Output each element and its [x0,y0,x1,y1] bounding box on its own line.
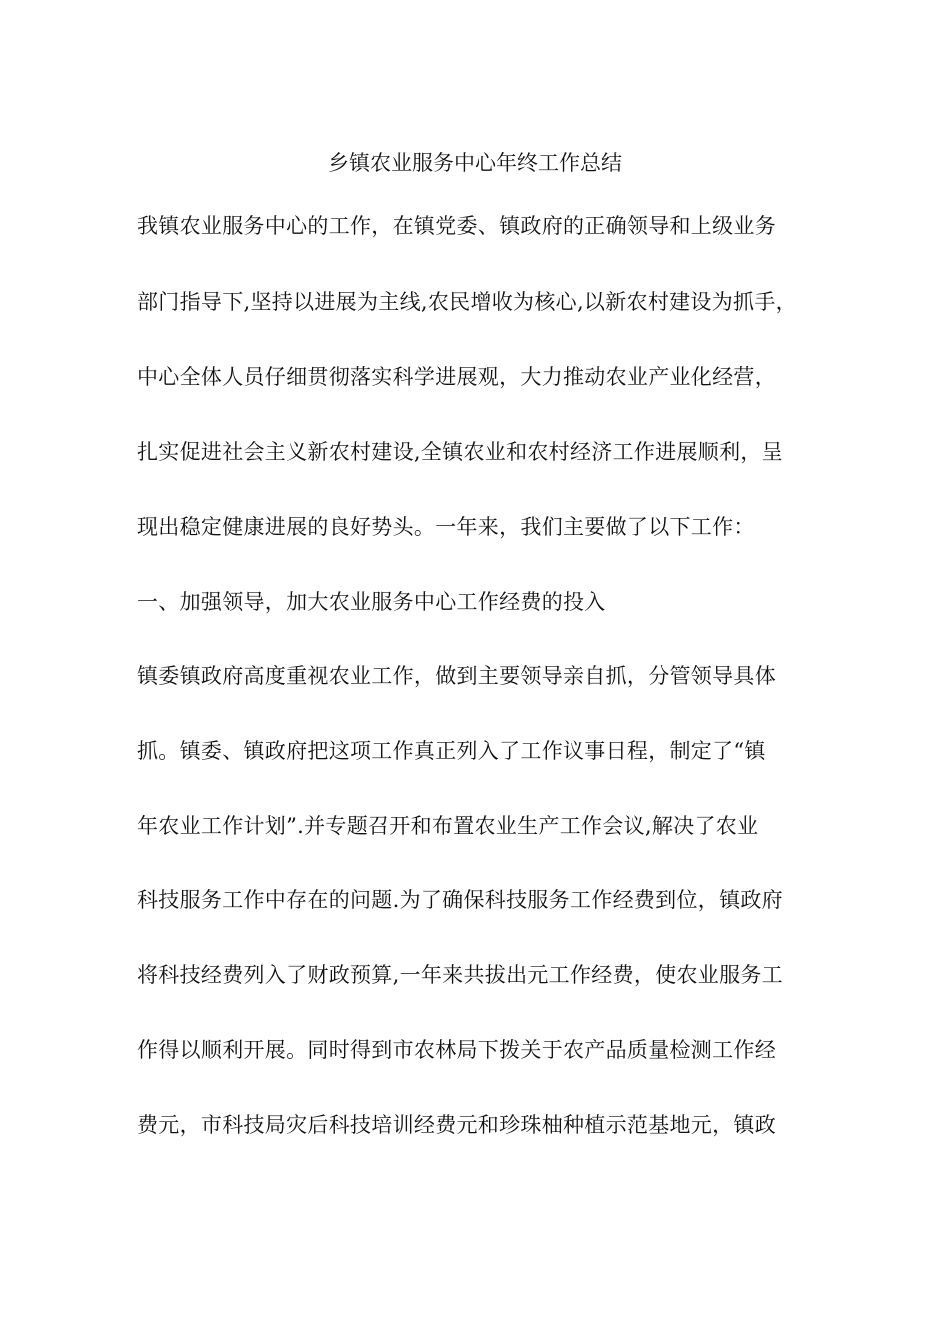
paragraph-line: 费元，市科技局灾后科技培训经费元和珍珠柚种植示范基地元，镇政 [137,1113,776,1137]
paragraph-line: 镇委镇政府高度重视农业工作，做到主要领导亲自抓，分管领导具体 [137,664,776,688]
paragraph-line: 中心全体人员仔细贯彻落实科学进展观，大力推动农业产业化经营， [137,365,776,389]
paragraph-line: 抓。镇委、镇政府把这项工作真正列入了工作议事日程，制定了“镇 [137,739,766,763]
section-heading: 一、加强领导，加大农业服务中心工作经费的投入 [137,590,606,614]
paragraph-line: 作得以顺利开展。同时得到市农林局下拨关于农产品质量检测工作经 [137,1038,776,1062]
paragraph-line: 科技服务工作中存在的问题.为了确保科技服务工作经费到位，镇政府 [137,888,783,912]
paragraph-line: 将科技经费列入了财政预算,一年来共拔出元工作经费，使农业服务工 [137,963,783,987]
paragraph-line: 我镇农业服务中心的工作，在镇党委、镇政府的正确领导和上级业务 [137,214,776,238]
paragraph-line: 部门指导下,坚持以进展为主线,农民增收为核心,以新农村建设为抓手， [137,290,797,314]
paragraph-line: 年农业工作计划”.并专题召开和布置农业生产工作会议,解决了农业 [137,814,759,838]
document-title: 乡镇农业服务中心年终工作总结 [328,151,622,175]
paragraph-line: 现出稳定健康进展的良好势头。一年来，我们主要做了以下工作： [137,515,755,539]
paragraph-line: 扎实促进社会主义新农村建设,全镇农业和农村经济工作进展顺利，呈 [137,440,783,464]
